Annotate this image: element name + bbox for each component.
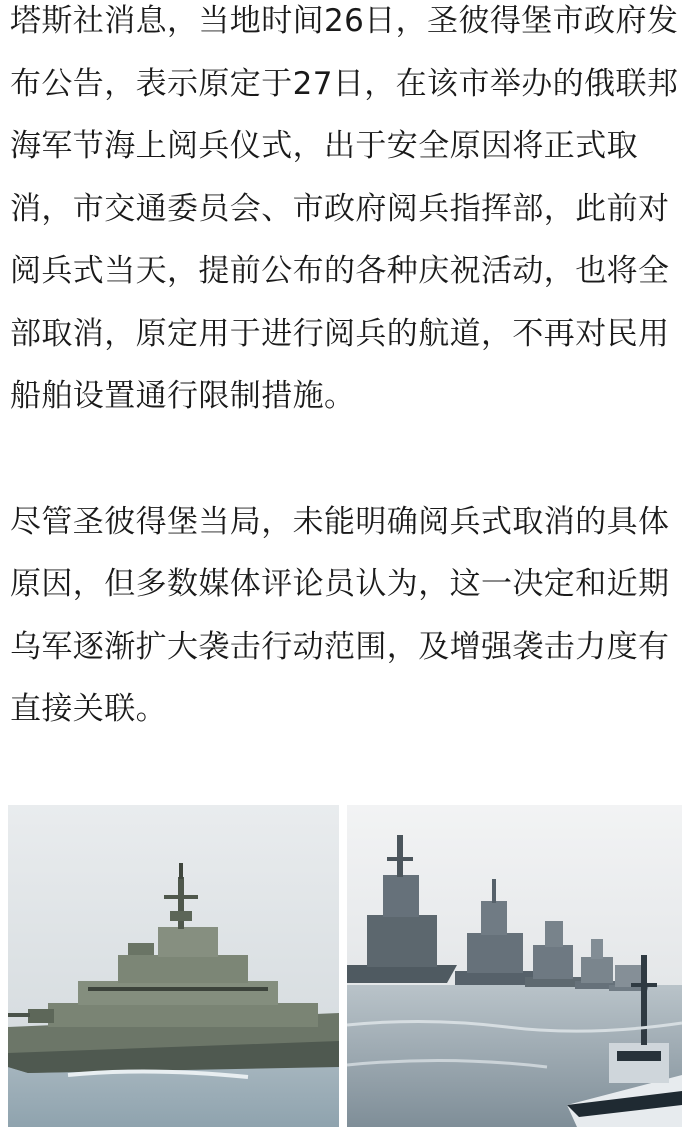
article-paragraph-2: 尽管圣彼得堡当局，未能明确阅兵式取消的具体原因，但多数媒体评论员认为，这一决定和近期乌军逐渐扩大袭击行动范围，及增强袭击力度有直接关联。 [10, 503, 670, 727]
article-paragraph-1: 塔斯社消息，当地时间26日，圣彼得堡市政府发布公告，表示原定于27日，在该市举办的俄联邦海军节海上阅兵仪式，出于安全原因将正式取消，市交通委员会、市政府阅兵指挥部，此前对阅兵式当天，提前公布的各种庆祝活动，也将全部取消，原定用于进行阅兵的航道，不再对民用船舶设置通行限制措施。 [10, 3, 679, 414]
frigate-illustration [8, 805, 339, 1127]
image-row [8, 805, 682, 1127]
warships-illustration [347, 805, 682, 1127]
warships-photo[interactable] [347, 805, 682, 1127]
frigate-photo[interactable] [8, 805, 339, 1127]
article-body [10, 0, 686, 741]
